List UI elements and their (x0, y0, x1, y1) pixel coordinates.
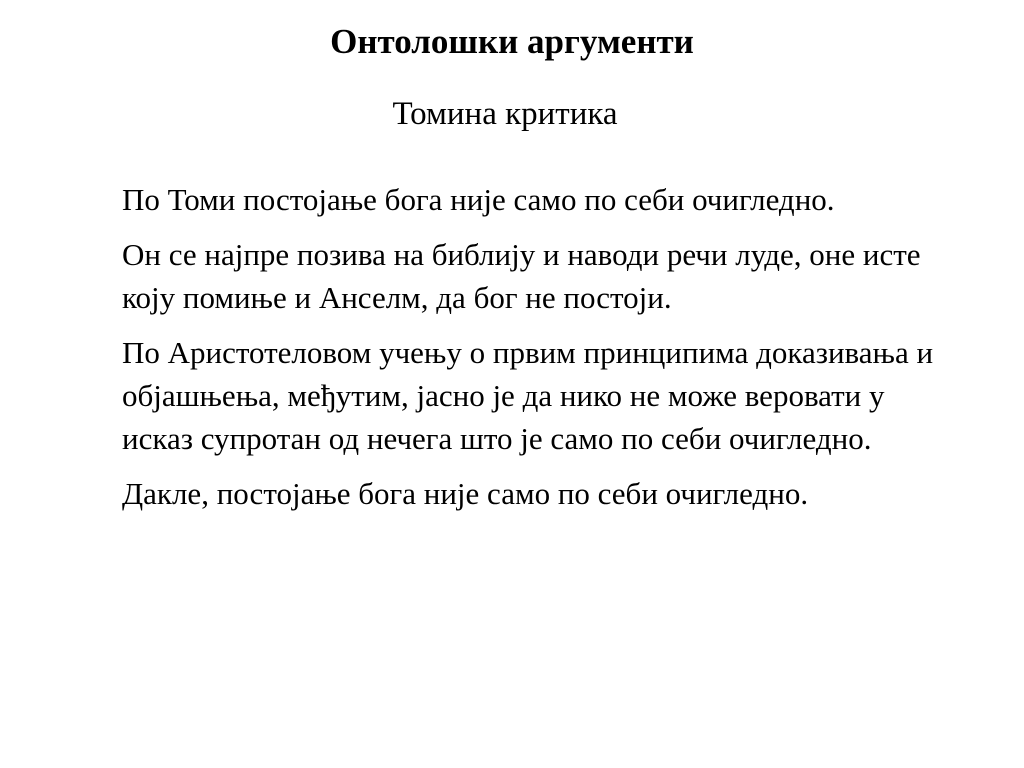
paragraph-1: По Томи постојање бога није само по себи очигледно. (122, 182, 835, 217)
paragraph-4: Дакле, постојање бога није само по себи очигледно. (122, 476, 809, 511)
paragraph-3: По Аристотеловом учењу о првим принципима доказивања и објашњења, међутим, јасно је да нико не може веровати у исказ супротан од нечега што је само по себи очигледно. (122, 335, 934, 456)
slide-body (122, 178, 942, 527)
slide-title: Онтолошки аргументи (330, 22, 694, 61)
paragraph-2: Он се најпре позива на библију и наводи речи луде, оне исте коју помиње и Анселм, да бог не постоји. (122, 237, 921, 315)
slide-subtitle: Томина критика (392, 96, 618, 132)
